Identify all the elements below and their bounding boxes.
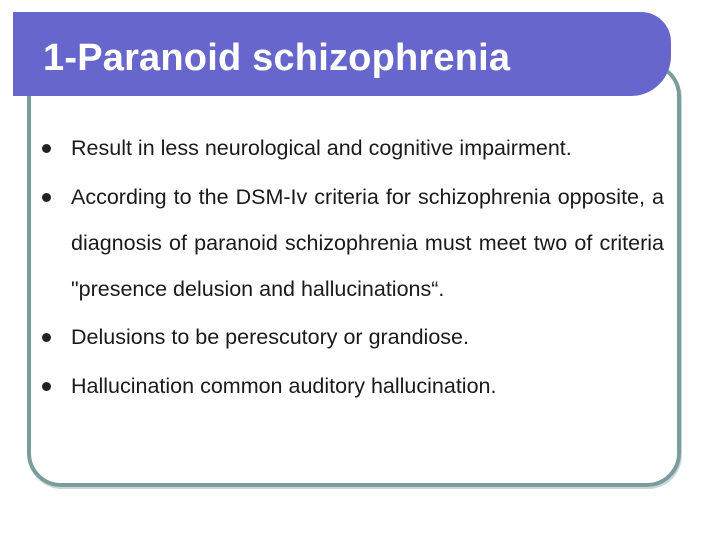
bullet-text: Hallucination common auditory hallucination. — [71, 374, 497, 398]
bullet-item — [40, 314, 664, 360]
slide-title: 1-Paranoid schizophrenia — [43, 37, 511, 79]
bullet-text: Result in less neurological and cognitive impairment. — [71, 136, 572, 160]
bullet-text: Delusions to be perescutory or grandiose. — [71, 325, 469, 349]
bullet-text: According to the DSM-Iv criteria for schizophrenia opposite, a diagnosis of paranoid schizophrenia must meet two of criteria "presence delusion and hallucinations“. — [71, 185, 664, 301]
bullet-dot-icon — [42, 333, 51, 342]
bullet-dot-icon — [42, 193, 51, 202]
bullet-item — [40, 174, 664, 312]
bullet-list — [40, 125, 664, 409]
bullet-item — [40, 125, 664, 171]
bullet-dot-icon — [42, 382, 51, 391]
bullet-dot-icon — [42, 144, 51, 153]
title-underline — [35, 102, 649, 106]
title-bar — [13, 12, 671, 96]
bullet-item — [40, 363, 664, 409]
